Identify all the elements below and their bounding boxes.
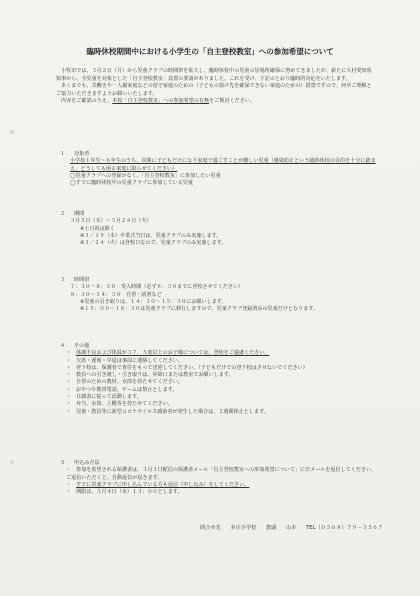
intro-note-text: 内容をご確認のうえ、 <box>61 98 113 104</box>
section-line: ３月５日（木）～３月２４日（火） <box>70 218 152 225</box>
intro-note-underlined: 本校「自主登校教室」への参加希望の有無 <box>112 98 210 104</box>
section-line: ◯すでに臨時休校中の児童クラブに参加している児童 <box>70 180 194 187</box>
bullet-text: 参加を希望される保護者は、３月３日配信の保護者メール「自主登校教室への参加希望について」に空メールを返信してください。ご返信いただくと、自動返信が届きます。 <box>66 467 377 481</box>
document-title: 臨時休校期間中における小学生の「自主登校教室」への参加希望について <box>86 47 334 56</box>
section-line: ※児童の引き取りは、１４：３０～１５：３０にお願いします。 <box>80 298 227 305</box>
section-heading-text: 期間 <box>74 211 85 217</box>
section-period <box>60 211 378 247</box>
contact-role: 教頭 <box>266 525 277 531</box>
bullet-item: ・ 弁当、水筒、上靴等を持たせてください。 <box>66 401 173 408</box>
bullet-text: 弁当、水筒、上靴等を持たせてください。 <box>76 401 173 408</box>
bullet-item: ・ 期限は、３月４日（水）１３：００とします。 <box>66 489 183 496</box>
bullet-text: 自習のための教材、水筒を持たせてください。 <box>76 379 183 386</box>
section-target <box>60 151 378 187</box>
bullet-item: ・ 欠席・遅刻・早退は事前に連絡してください。 <box>66 357 183 364</box>
bullet-item: ・ 日課表に従って活動します。 <box>66 394 142 401</box>
bullet-item: ・ 教員への引き渡し・引き取りは、昇降口または教室でお願いします。 <box>66 372 234 379</box>
section-heading-text: その他 <box>74 343 90 349</box>
section-line: ※１５：００～１８：３０は児童クラブに移行しますので、児童クラブ登録済みの児童だけとなります。 <box>80 306 319 313</box>
bullet-text: 日課表に従って活動します。 <box>76 394 142 401</box>
section-other <box>60 343 378 416</box>
section-line: ※土日祝は除く <box>80 225 115 232</box>
bullet-text: 欠席・遅刻・早退は事前に連絡してください。 <box>76 357 183 364</box>
bullet-item: ・ 自習のための教材、水筒を持たせてください。 <box>66 379 183 386</box>
section-application <box>60 460 378 496</box>
bullet-item: ・ 参加を希望される保護者は、３月３日配信の保護者メール「自主登校教室への参加希望について」に空メールを返信してください。ご返信いただくと、自動返信が届きます。 <box>66 467 377 481</box>
bullet-text: おやつや携帯電話、ゲームは禁止とします。 <box>76 386 178 393</box>
punch-hole-mark <box>10 460 14 464</box>
section-heading-text: 申込み方法 <box>74 460 100 466</box>
bullet-text: 期限は、３月４日（水）１３：００とします。 <box>76 489 183 496</box>
intro-block <box>56 68 374 106</box>
section-line: ８：３０～１４：３０ 自習・読書など <box>70 291 162 298</box>
section-hours <box>60 277 378 313</box>
contact-info <box>200 524 391 531</box>
punch-hole-mark <box>10 130 14 134</box>
contact-name: 山本 <box>286 525 297 531</box>
section-heading-text: 時間帯 <box>74 277 90 283</box>
contact-label: 問合せ先 <box>200 525 221 531</box>
intro-note <box>56 98 374 106</box>
intro-note-text: をご検討ください。 <box>209 98 255 104</box>
intro-paragraph: 小牧市では、３月２日（月）から児童クラブの時間帯を拡大し、臨時休校中の児童の居場所確保に努めてきましたが、新たに大村愛知県知事から、全児童を対象とした「自主登校教室」設置の要請がありました。これを受け、下記のとおり臨時的対応をいたします。 <box>56 68 372 82</box>
bullet-item: ・ 体調不良および体温が３７．５度以上のお子様については、登校をご遠慮ください。 <box>66 350 270 357</box>
section-line: ※３／１９（木）卒業式当日は、児童クラブのみ実施します。 <box>80 232 222 239</box>
bullet-text: 児童・教員等に新型コロナウイルス感染者が発生した場合は、２週間休止とします。 <box>76 408 269 415</box>
bullet-item: ・ すでに児童クラブに申し込んでいる方も返信（申し込み）をしてください。 <box>66 481 250 488</box>
section-line: ※３／２４（火）は登校日なので、児童クラブのみ実施します。 <box>80 240 227 247</box>
section-line: ◯児童クラブへの登録がなく、「自主登校教室」に参加したい児童 <box>70 172 221 179</box>
bullet-item: ・ おやつや携帯電話、ゲームは禁止とします。 <box>66 386 178 393</box>
bullet-text: 教員への引き渡し・引き取りは、昇降口または教室でお願いします。 <box>76 372 234 379</box>
section-line: 小学校１年生～６年生のうち、昼間に子どもだけになり家庭で過ごすことが難しい児童（感染防止という臨時休校の目的を十分に踏まえ、どうしても困る家庭に限らせてください） <box>70 158 376 172</box>
section-number: １ <box>60 151 66 157</box>
section-heading-text: 対象者 <box>74 151 90 157</box>
bullet-text: 体調不良および体温が３７．５度以上のお子様については、登校をご遠慮ください。 <box>76 350 270 357</box>
intro-paragraph: あくまでも、共働きや一人親家庭などの留守家庭のための（子どもの預け先を確保できない家庭のための）措置ですので、何卒ご理解とご協力いただきますようお願いいたします。 <box>56 83 372 97</box>
section-number: ４ <box>60 343 66 349</box>
bullet-text: 登下校は、保護者で責任をもって送迎してください。（子どもだけでの登下校はさせないでください） <box>76 364 308 371</box>
bullet-item: ・ 登下校は、保護者で責任をもって送迎してください。（子どもだけでの登下校はさせないでください） <box>66 364 308 371</box>
section-number: ３ <box>60 277 66 283</box>
contact-tel: TEL（０５６８）７９－３５６７ <box>306 525 383 531</box>
bullet-item: ・ 児童・教員等に新型コロナウイルス感染者が発生した場合は、２週間休止とします。 <box>66 408 269 415</box>
section-number: ２ <box>60 211 66 217</box>
bullet-text: すでに児童クラブに申し込んでいる方も返信（申し込み）をしてください。 <box>76 481 250 488</box>
section-line: ７：３０～８：３０ 受入時間（必ず８：３０までに登校させてください） <box>70 284 244 291</box>
contact-school: 本庄小学校 <box>230 525 257 531</box>
section-number: ５ <box>60 460 66 466</box>
